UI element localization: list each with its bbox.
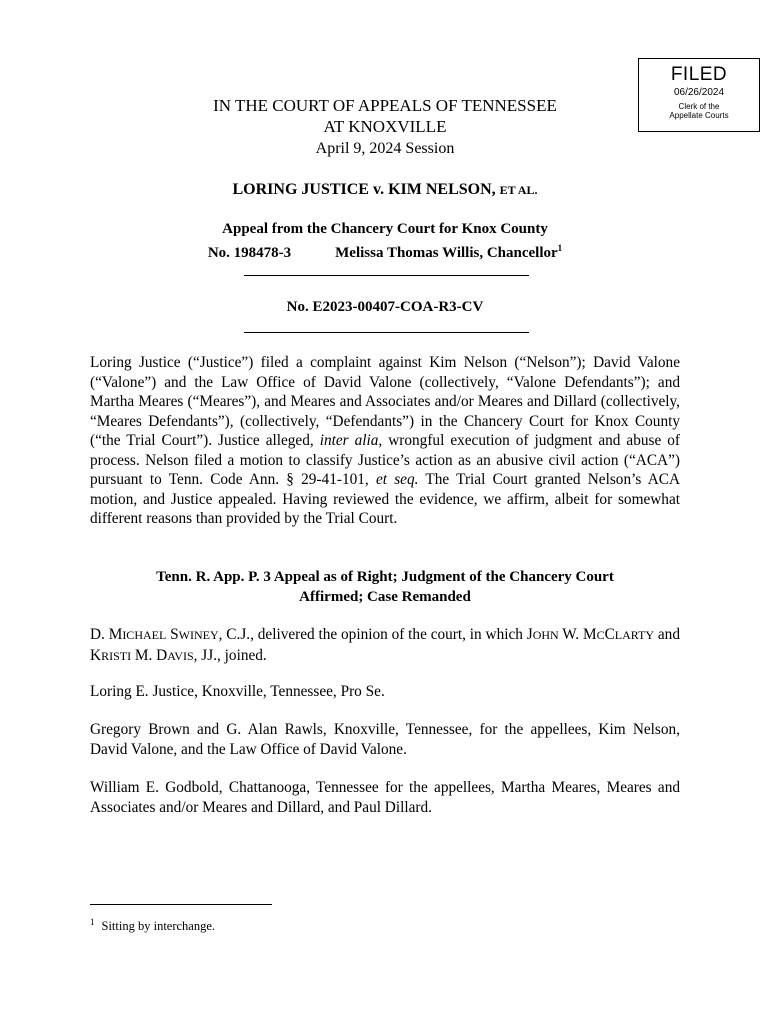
opinion-seg: WINEY: [178, 628, 219, 642]
holding-line2: Affirmed; Case Remanded: [299, 589, 471, 605]
docket-number: No. E2023-00407-COA-R3-CV: [286, 299, 484, 315]
summary-part2: , wrongful execution of judgment and abuse of process. Nelson filed a motion to classify Justice’s action as an abusive civil action (“ACA”) pursuant to Tenn. Code Ann. § 29-41-101,: [90, 432, 681, 488]
opinion-seg: , C.J., delivered the opinion of the court, in which J: [218, 626, 533, 643]
opinion-seg: LARTY: [614, 628, 655, 642]
opinion-seg: C: [596, 628, 605, 642]
trial-court-line: [90, 238, 680, 263]
opinion-seg: , JJ., joined.: [193, 646, 267, 664]
footnote-ref: 1: [557, 243, 563, 253]
session-date: April 9, 2024 Session: [315, 140, 455, 157]
counsel-appellees-valone: Gregory Brown and G. Alan Rawls, Knoxville, Tennessee, for the appellees, Kim Nelson, David Valone, and the Law Office of David Valone.: [90, 721, 680, 758]
divider-bottom: [244, 332, 529, 333]
filed-date: 06/26/2024: [673, 87, 725, 98]
opinion-seg: ICHAEL: [122, 628, 167, 642]
court-name: IN THE COURT OF APPEALS OF TENNESSEE: [213, 96, 557, 115]
summary-italic2: et seq.: [375, 471, 419, 488]
opinion-seg: M. D: [131, 646, 168, 664]
opinion-author-line: [90, 625, 680, 666]
case-summary: [90, 353, 680, 529]
trial-judge: Melissa Thomas Willis, Chancellor: [335, 245, 558, 261]
filed-label: FILED: [670, 64, 728, 85]
case-title-suffix: ET AL.: [499, 183, 538, 197]
case-title-main: LORING JUSTICE v. KIM NELSON,: [232, 181, 496, 198]
summary-part1: Loring Justice (“Justice”) filed a complaint against Kim Nelson (“Nelson”); David Valone (“Valone”) and the Law Office of David Valone (collectively, “Valone Defendants”); and Martha Meares (“Meares”), and Meares and Associates and/or Meares and Dillard (collectively, “Meares Defendants”), (collectively, “Defendants”) in the Chancery Court for Knox County (“the Trial Court”). Justice alleged,: [90, 354, 680, 449]
stamp-clerk: Clerk of the: [678, 102, 720, 111]
summary-italic1: inter alia: [319, 432, 379, 449]
holding-line1: Tenn. R. App. P. 3 Appeal as of Right; Judgment of the Chancery Court: [156, 569, 614, 585]
summary-part3: The Trial Court granted Nelson’s ACA motion, and Justice appealed. Having reviewed the evidence, we affirm, albeit for somewhat different reasons than provided by the Trial Court.: [90, 471, 680, 527]
opinion-seg: AVIS: [167, 648, 194, 663]
court-location: AT KNOXVILLE: [323, 117, 447, 136]
footnote-divider: [90, 904, 272, 905]
opinion-seg: RISTI: [101, 648, 132, 663]
opinion-seg: OHN: [532, 628, 559, 642]
trial-number: No. 198478-3: [207, 245, 292, 261]
opinion-seg: and K: [90, 626, 680, 664]
counsel-appellees-meares: William E. Godbold, Chattanooga, Tennessee for the appellees, Martha Meares, Meares and Associates and/or Meares and Dillard, and Paul Dillard.: [90, 779, 680, 816]
case-title: [90, 179, 680, 201]
footnote-text: Sitting by interchange.: [101, 919, 216, 934]
holding: [90, 567, 680, 607]
opinion-seg: W. M: [558, 626, 597, 643]
footnote-number: 1: [90, 917, 95, 927]
divider-top: [244, 275, 529, 276]
counsel-appellant: Loring E. Justice, Knoxville, Tennessee, Pro Se.: [90, 683, 385, 700]
footnote: [90, 914, 215, 934]
appeal-from: Appeal from the Chancery Court for Knox County: [222, 221, 548, 237]
stamp-courts: Appellate Courts: [669, 111, 729, 120]
opinion-seg: S: [166, 626, 179, 643]
opinion-seg: C: [604, 626, 615, 643]
opinion-seg: D. M: [90, 626, 123, 643]
